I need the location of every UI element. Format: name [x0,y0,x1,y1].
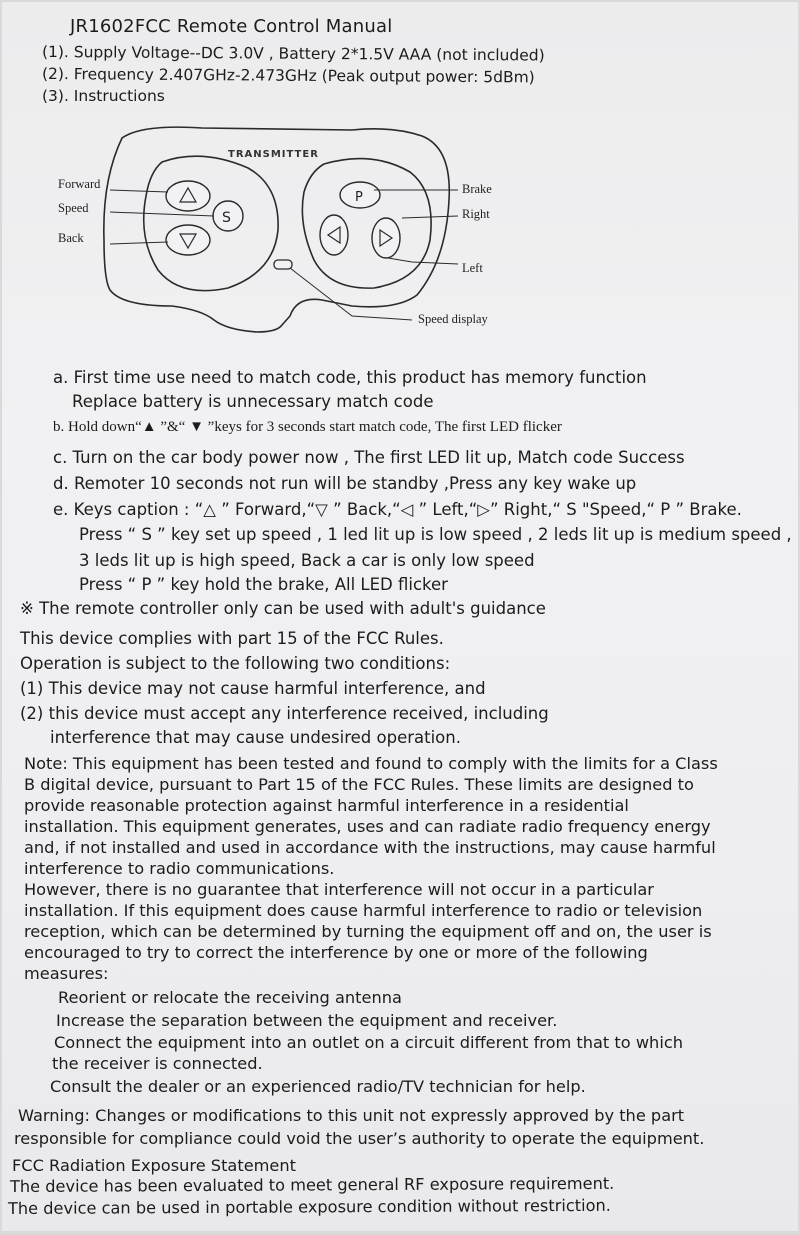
instruction-e-brake: Press “ P ” key hold the brake, All LED flicker [79,575,448,594]
label-speed-display: Speed display [418,312,488,326]
note-line-6: interference to radio communications. [24,859,335,878]
measure-1: Reorient or relocate the receiving antenna [58,988,402,1007]
note-line-5: and, if not installed and used in accordance with the instructions, may cause harmful [24,838,716,857]
instruction-e: e. Keys caption : “△ ” Forward,“▽ ” Back,“◁ ” Left,“▷” Right,“ S "Speed,“ P ” Brake. [53,500,742,519]
fcc-line-1: This device complies with part 15 of the FCC Rules. [20,629,444,648]
note-line-11: measures: [24,964,109,983]
transmitter-diagram [52,120,512,335]
label-brake: Brake [462,182,492,196]
spec-instructions: (3). Instructions [42,87,165,105]
label-left: Left [462,261,483,275]
back-button [166,225,210,255]
transmitter-label: TRANSMITTER [228,149,319,160]
instruction-c: c. Turn on the car body power now , The first LED lit up, Match code Success [53,448,685,467]
instruction-a: a. First time use need to match code, this product has memory function [53,368,647,387]
label-forward: Forward [58,177,101,191]
right-button [372,218,400,258]
instruction-a-cont: Replace battery is unnecessary match code [72,392,434,411]
note-line-8: installation. If this equipment does cause harmful interference to radio or television [24,901,703,920]
brake-glyph: P [355,190,363,205]
forward-button [166,181,210,211]
rf-line-2: The device can be used in portable exposure condition without restriction. [7,1195,611,1218]
note-line-7: However, there is no guarantee that interference will not occur in a particular [24,880,654,899]
fcc-line-5: interference that may cause undesired operation. [50,728,461,747]
page-title: JR1602FCC Remote Control Manual [70,16,393,37]
measure-2: Increase the separation between the equipment and receiver. [56,1011,558,1030]
spec-voltage: (1). Supply Voltage--DC 3.0V , Battery 2*1.5V AAA (not included) [41,43,545,65]
note-line-10: encouraged to try to correct the interference by one or more of the following [24,943,648,962]
measure-4: Consult the dealer or an experienced radio/TV technician for help. [50,1077,586,1096]
rf-heading: FCC Radiation Exposure Statement [12,1156,296,1175]
instruction-e-speed: Press “ S ” key set up speed , 1 led lit up is low speed , 2 leds lit up is medium speed , [79,525,792,544]
note-line-3: provide reasonable protection against harmful interference in a residential [24,796,629,815]
instruction-b: b. Hold down“▲ ”&“ ▼ ”keys for 3 seconds start match code, The first LED flicker [53,419,562,435]
fcc-line-4: (2) this device must accept any interference received, including [20,704,549,723]
instruction-e-speed-cont: 3 leds lit up is high speed, Back a car is only low speed [79,551,535,570]
note-line-9: reception, which can be determined by turning the equipment off and on, the user is [24,922,712,941]
spec-frequency: (2). Frequency 2.407GHz-2.473GHz (Peak output power: 5dBm) [41,65,535,87]
speed-display-window [274,260,292,269]
warning-line-1: Warning: Changes or modifications to this unit not expressly approved by the part [18,1106,685,1125]
manual-page [2,2,798,1231]
note-line-1: Note: This equipment has been tested and found to comply with the limits for a Class [24,754,718,773]
label-speed: Speed [58,201,89,215]
measure-3-cont: the receiver is connected. [52,1054,263,1073]
rf-line-1: The device has been evaluated to meet general RF exposure requirement. [9,1173,615,1196]
measure-3: Connect the equipment into an outlet on a circuit different from that to which [54,1033,683,1052]
speed-glyph: S [222,210,231,226]
label-back: Back [58,231,84,245]
note-line-2: B digital device, pursuant to Part 15 of the FCC Rules. These limits are designed to [24,775,694,794]
fcc-line-2: Operation is subject to the following two conditions: [20,654,451,673]
fcc-line-3: (1) This device may not cause harmful interference, and [20,679,486,698]
left-button [320,215,348,255]
warning-line-2: responsible for compliance could void the user’s authority to operate the equipment. [14,1129,705,1148]
label-right: Right [462,207,490,221]
caution-note: ※ The remote controller only can be used with adult's guidance [20,599,546,618]
note-line-4: installation. This equipment generates, uses and can radiate radio frequency energy [24,817,711,836]
instruction-d: d. Remoter 10 seconds not run will be standby ,Press any key wake up [53,474,637,493]
